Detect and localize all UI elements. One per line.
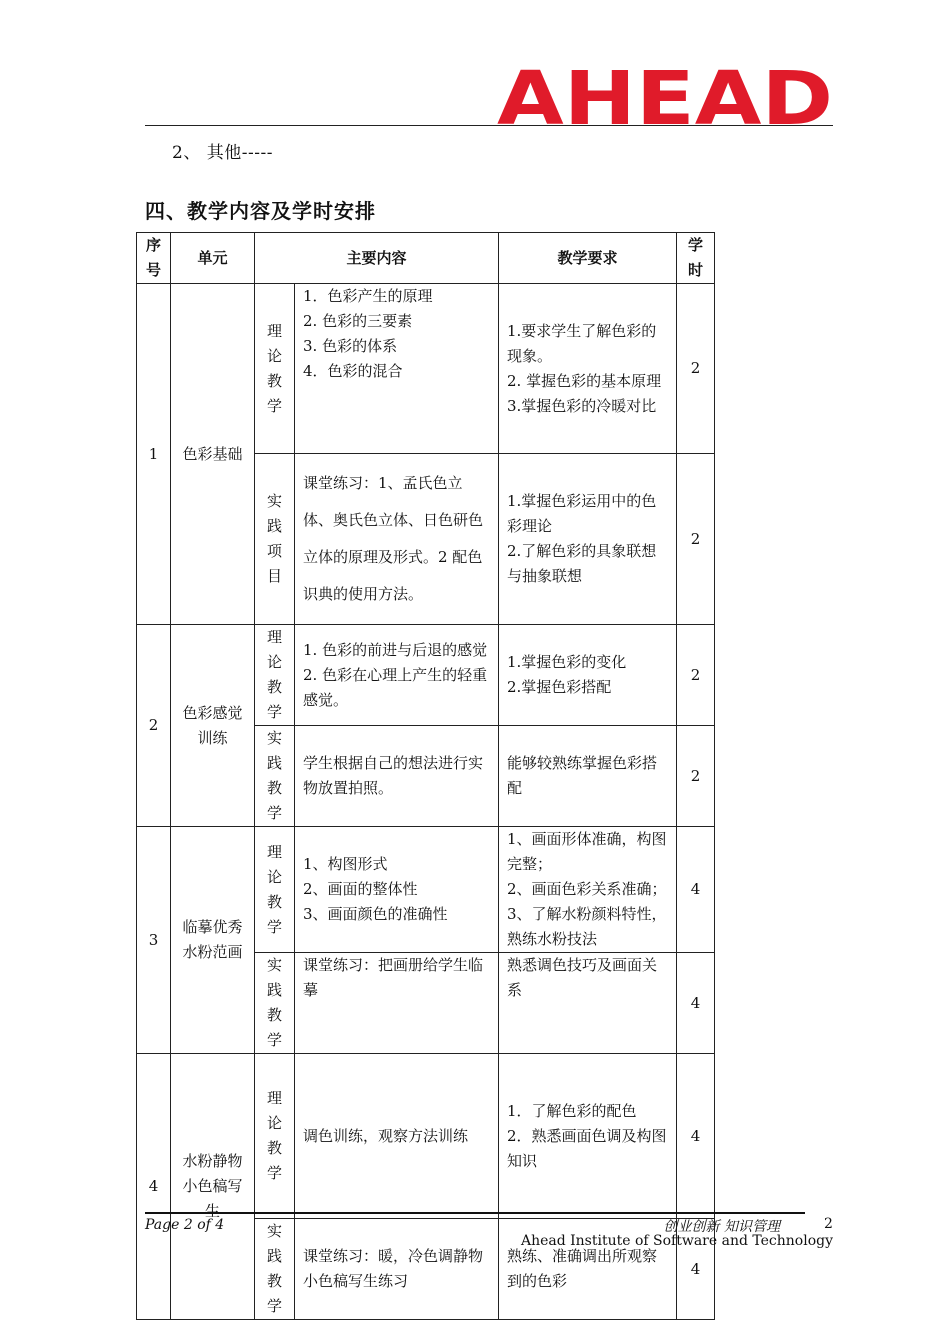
header-unit: 单元 — [171, 233, 255, 284]
row-requirements: 熟练、准确调出所观察到的色彩 — [499, 1219, 677, 1320]
row-requirements: 1.掌握色彩运用中的色彩理论 2.了解色彩的具象联想与抽象联想 — [499, 454, 677, 625]
footer-page: Page 2 of 4 — [145, 1217, 225, 1233]
row-hours: 2 — [677, 454, 715, 625]
row-requirements: 熟悉调色技巧及画面关系 — [499, 953, 677, 1054]
row-content: 1. 色彩的前进与后退的感觉 2. 色彩在心理上产生的轻重感觉。 — [295, 625, 499, 726]
teaching-schedule-table — [136, 232, 715, 1320]
table-row — [137, 1054, 715, 1219]
footer-slogan: 创业创新 知识管理 — [663, 1219, 780, 1235]
unit-number: 2 — [137, 625, 171, 827]
row-content: 课堂练习：暖，冷色调静物小色稿写生练习 — [295, 1219, 499, 1320]
table-row — [137, 284, 715, 454]
table-row — [137, 625, 715, 726]
row-hours: 2 — [677, 625, 715, 726]
footer-institute: Ahead Institute of Software and Technology — [520, 1233, 833, 1249]
row-type: 实践 教学 — [255, 726, 295, 827]
row-hours: 2 — [677, 284, 715, 454]
logo-text: AHEAD — [497, 66, 833, 128]
unit-number: 4 — [137, 1054, 171, 1320]
row-requirements: 1.掌握色彩的变化 2.掌握色彩搭配 — [499, 625, 677, 726]
row-requirements: 1．了解色彩的配色 2．熟悉画面色调及构图知识 — [499, 1054, 677, 1219]
row-hours: 4 — [677, 953, 715, 1054]
row-content: 调色训练，观察方法训练 — [295, 1054, 499, 1219]
row-content: 1、构图形式 2、画面的整体性 3、画面颜色的准确性 — [295, 827, 499, 953]
row-type: 理论 教学 — [255, 827, 295, 953]
footer-page-number: 2 — [824, 1216, 833, 1232]
unit-name: 色彩基础 — [171, 284, 255, 625]
table-row — [137, 827, 715, 953]
header-requirements: 教学要求 — [499, 233, 677, 284]
row-content: 课堂练习：把画册给学生临摹 — [295, 953, 499, 1054]
header-hours: 学时 — [677, 233, 715, 284]
row-hours: 2 — [677, 726, 715, 827]
row-requirements: 1、画面形体准确，构图完整； 2、画面色彩关系准确； 3、了解水粉颜料特性，熟练水粉技法 — [499, 827, 677, 953]
header-num: 序号 — [137, 233, 171, 284]
unit-name: 水粉静物小色稿写生 — [171, 1054, 255, 1320]
row-requirements: 能够较熟练掌握色彩搭配 — [499, 726, 677, 827]
ahead-logo — [494, 66, 836, 128]
row-type: 理论 教学 — [255, 625, 295, 726]
row-type: 实践 教学 — [255, 1219, 295, 1320]
row-type: 实践 教学 — [255, 953, 295, 1054]
row-hours: 4 — [677, 827, 715, 953]
row-content: 1．色彩产生的原理 2. 色彩的三要素 3. 色彩的体系 4．色彩的混合 — [295, 284, 499, 454]
unit-number: 1 — [137, 284, 171, 625]
row-type: 理论 教学 — [255, 1054, 295, 1219]
row-type: 理论 教学 — [255, 284, 295, 454]
other-item: 2、 其他----- — [172, 143, 273, 163]
header-rule — [145, 125, 833, 126]
row-hours: 4 — [677, 1219, 715, 1320]
row-type: 实践 项目 — [255, 454, 295, 625]
header-content: 主要内容 — [255, 233, 499, 284]
section-title: 四、教学内容及学时安排 — [145, 199, 376, 223]
row-hours: 4 — [677, 1054, 715, 1219]
table-header-row — [137, 233, 715, 284]
unit-name: 临摹优秀水粉范画 — [171, 827, 255, 1054]
unit-name: 色彩感觉训练 — [171, 625, 255, 827]
unit-number: 3 — [137, 827, 171, 1054]
row-requirements: 1.要求学生了解色彩的现象。 2. 掌握色彩的基本原理 3.掌握色彩的冷暖对比 — [499, 284, 677, 454]
row-content: 课堂练习：1、孟氏色立体、奥氏色立体、日色研色立体的原理及形式。2 配色识典的使用方法。 — [295, 454, 499, 625]
footer-rule — [145, 1212, 805, 1214]
row-content: 学生根据自己的想法进行实物放置拍照。 — [295, 726, 499, 827]
